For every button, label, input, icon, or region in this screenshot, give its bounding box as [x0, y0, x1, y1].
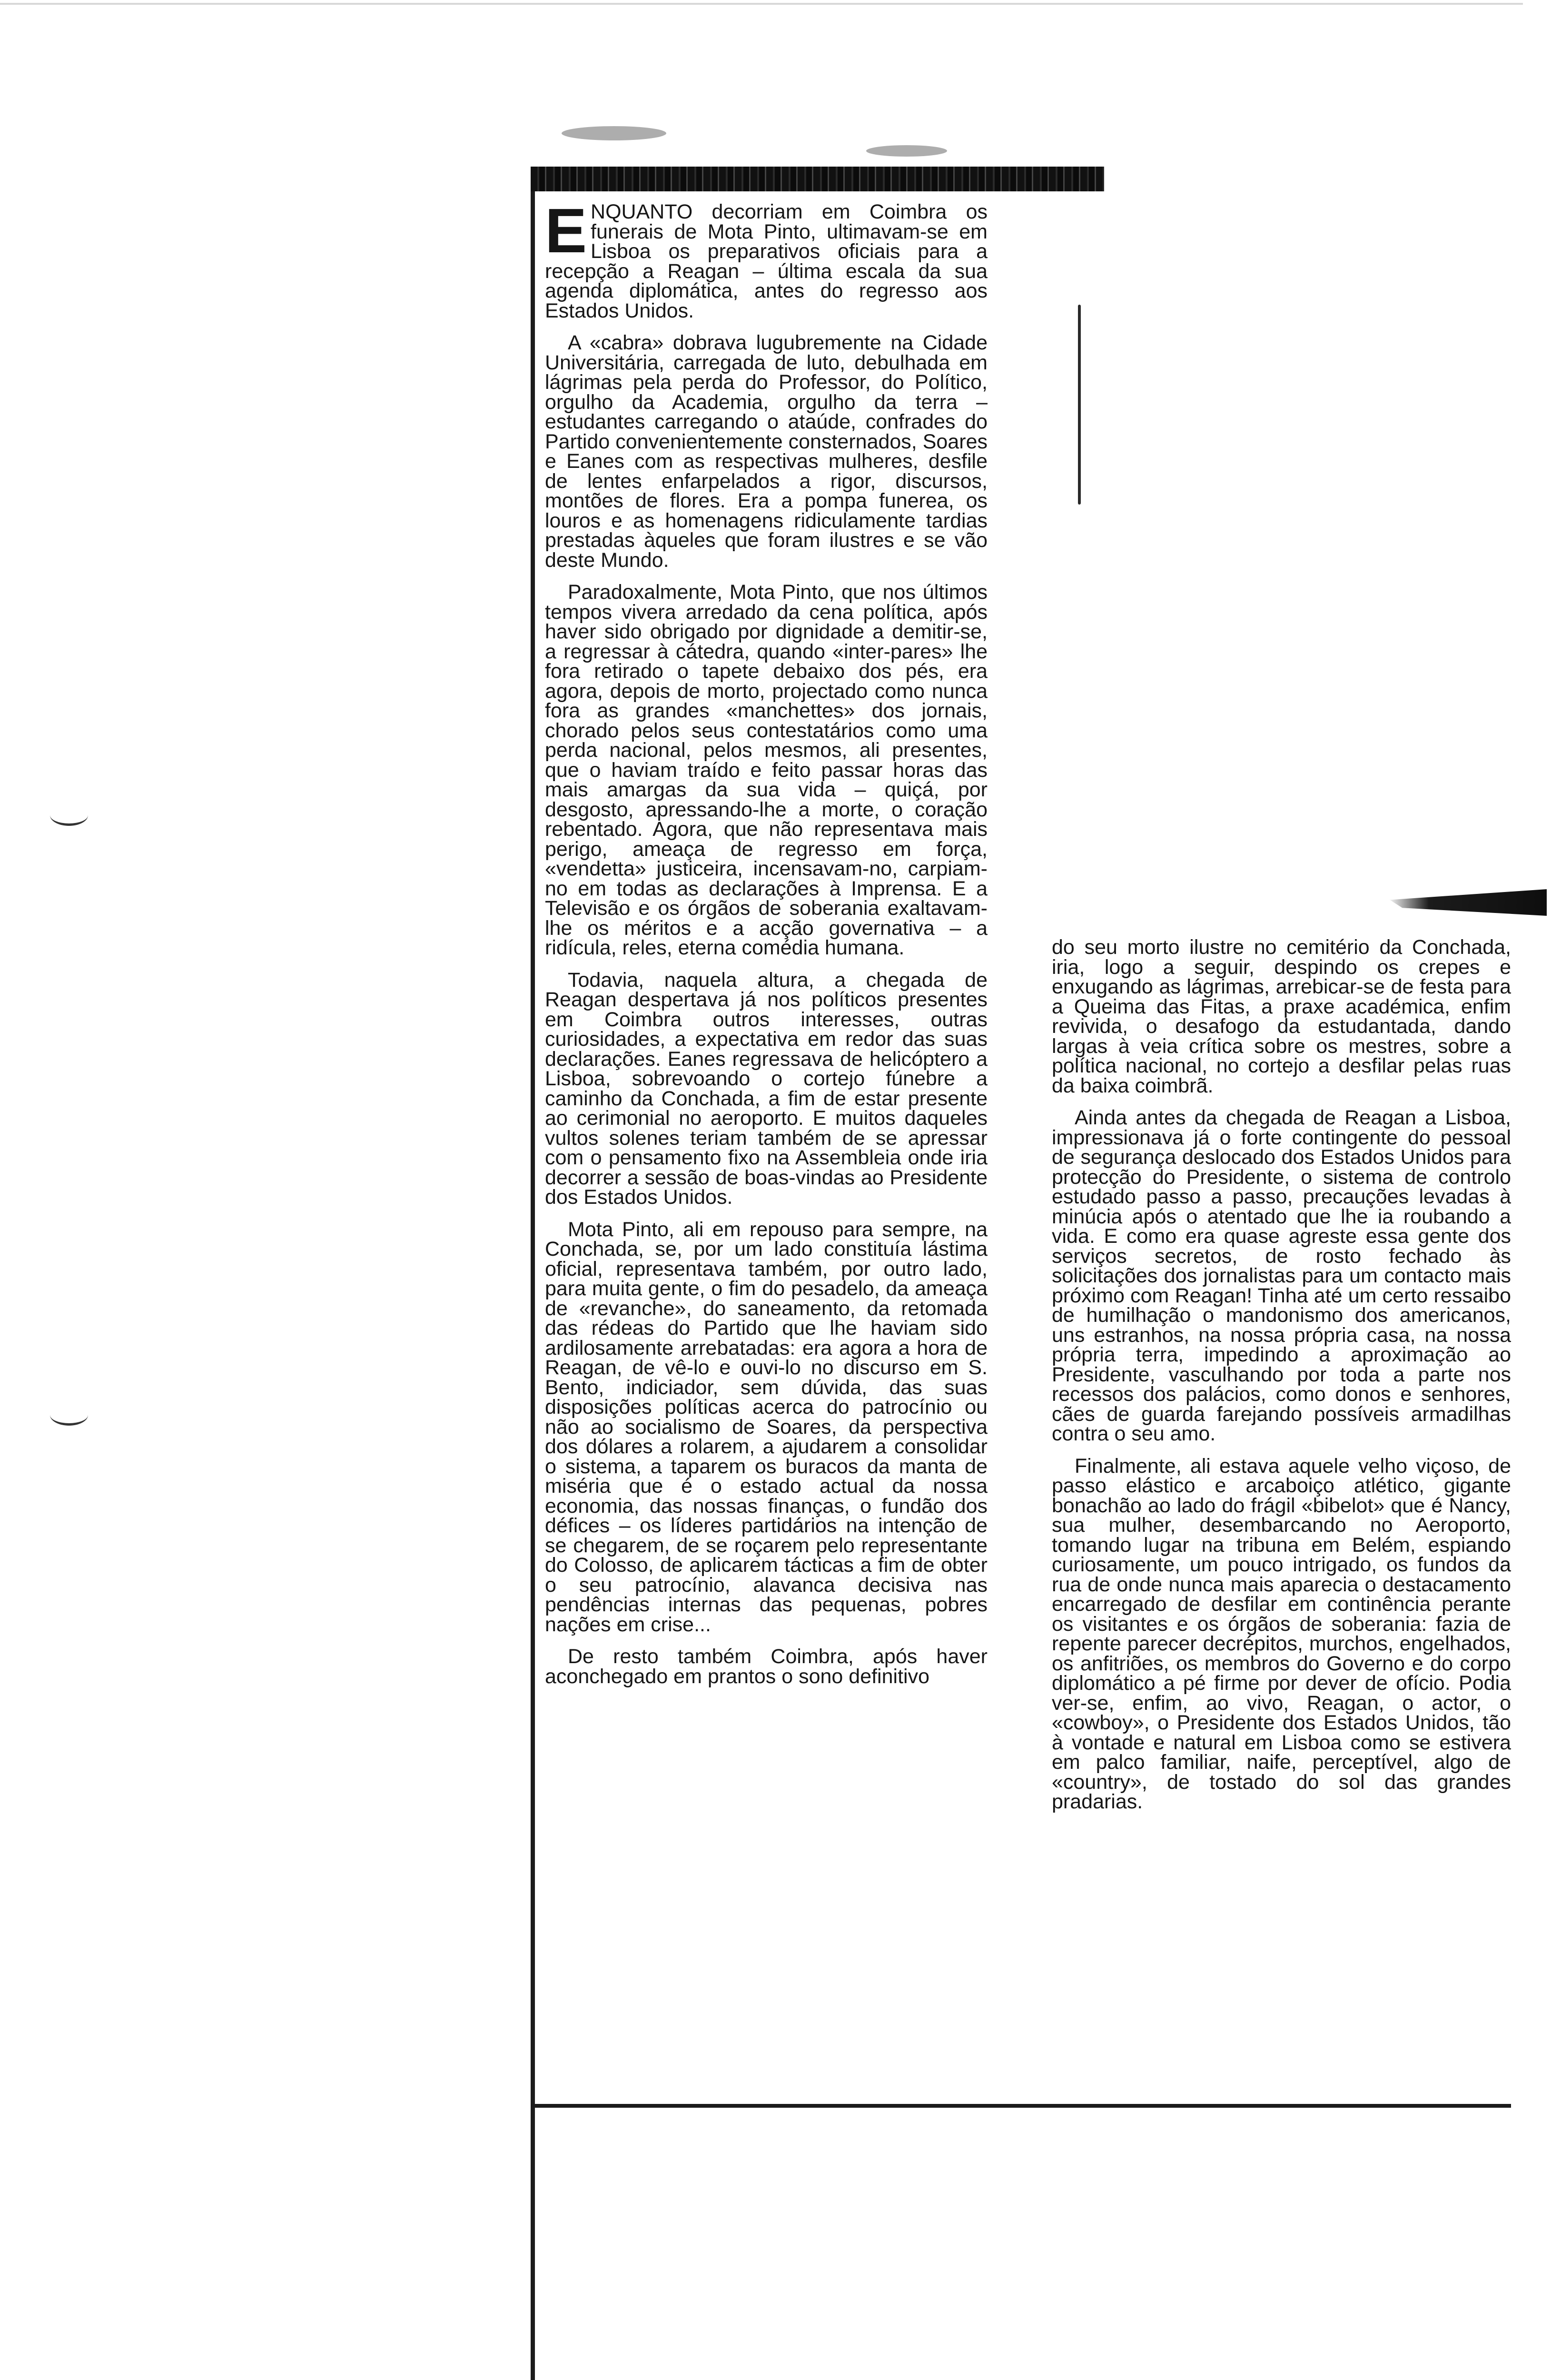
- article-paragraph: A «cabra» dobrava lugubremente na Cidade Universitária, carregada de luto, debulhada em lágrimas pela perda do Professor, do Político, orgulho da Academia, orgulho da terra – estudantes carregando o ataúde, confrades do Partido convenientemente consternados, Soares e Eanes com as respectivas mulheres, desfile de lentes enfarpelados a rigor, discursos, montões de flores. Era a pompa funerea, os louros e as homenagens ridiculamente tardias prestadas àqueles que foram ilustres e se vão deste Mundo.: [545, 331, 988, 572]
- article-paragraph: ENQUANTO decorriam em Coimbra os funerais de Mota Pinto, ultimavam-se em Lisboa os preparativos oficiais para a recepção a Reagan – última escala da sua agenda diplomática, antes do regresso aos Estados Unidos.: [545, 196, 988, 322]
- article-paragraph: Todavia, naquela altura, a chegada de Reagan despertava já nos políticos presentes em Coimbra outros interesses, outras curiosidades, a expectativa em redor das suas declarações. Eanes regressava de helicóptero a Lisboa, sobrevoando o cortejo fúnebre a caminho da Conchada, a fim de estar presente ao cerimonial no aeroporto. E muitos daqueles vultos solenes teriam também de se apressar com o pensamento fixo na Assembleia onde iria decorrer a sessão de boas-vindas ao Presidente dos Estados Unidos.: [545, 968, 988, 1209]
- scan-top-edge: [0, 3, 1523, 5]
- article-paragraph: Paradoxalmente, Mota Pinto, que nos últimos tempos vivera arredado da cena política, após haver sido obrigado por dignidade a demitir-se, a regressar à cátedra, quando «inter-pares» lhe fora retirado o tapete debaixo dos pés, era agora, depois de morto, projectado como nunca fora as grandes «manchettes» dos jornais, chorado pelos seus contestatários como uma perda nacional, pelos mesmos, ali presentes, que o haviam traído e feito passar horas das mais amargas da sua vida – quiçá, por desgosto, apressando-lhe a morte, o coração rebentado. Agora, que não representava mais perigo, ameaça de regresso em força, «vendetta» justiceira, incensavam-no, carpiam-no em todas as declarações à Imprensa. E a Televisão e os órgãos de soberania exaltavam-lhe os méritos e a acção governativa – a ridícula, reles, eterna comédia humana.: [545, 581, 988, 959]
- clipping-header-bar: [531, 167, 1104, 191]
- article-left-column: [545, 196, 988, 1699]
- clipping-left-rule: [531, 191, 535, 2380]
- article-paragraph: De resto também Coimbra, após haver aconchegado em prantos o sono definitivo: [545, 1645, 988, 1688]
- clipping-bottom-rule: [531, 2104, 1511, 2108]
- article-paragraph: do seu morto ilustre no cemitério da Conchada, iria, logo a seguir, despindo os crepes e enxugando as lágrimas, arrebicar-se de festa para a Queima das Fitas, a praxe académica, enfim revivida, o desafogo da estudantada, dando largas à veia crítica sobre os mestres, sobre a política nacional, no cortejo a desfilar pelas ruas da baixa coimbrã.: [1052, 936, 1511, 1097]
- clipping-torn-corner: [1390, 889, 1547, 916]
- punch-hole-mark: [50, 804, 88, 826]
- article-right-column: [1052, 938, 1511, 1825]
- scan-smudge: [866, 145, 947, 157]
- article-paragraph: Mota Pinto, ali em repouso para sempre, na Conchada, se, por um lado constituía lástima oficial, representava também, por outro lado, para muita gente, o fim do pesadelo, da ameaça de «revanche», do saneamento, da retomada das rédeas do Partido que lhe haviam sido ardilosamente arrebatadas: era agora a hora de Reagan, de vê-lo e ouvi-lo no discurso em S. Bento, indiciador, sem dúvida, das suas disposições políticas acerca do patrocínio ou não ao socialismo de Soares, da perspectiva dos dólares a rolarem, a ajudarem a consolidar o sistema, a taparem os buracos da manta de miséria que é o estado actual da nossa economia, das nossas finanças, o fundão dos défices – os líderes partidários na intenção de se chegarem, de se roçarem pelo representante do Colosso, de aplicarem tácticas a fim de obter o seu patrocínio, alavanca decisiva nas pendências internas das pequenas, pobres nações em crise...: [545, 1218, 988, 1636]
- article-paragraph: Finalmente, ali estava aquele velho viçoso, de passo elástico e arcaboiço atlético, gigante bonachão ao lado do frágil «bibelot» que é Nancy, sua mulher, desembarcando no Aeroporto, tomando lugar na tribuna em Belém, espiando curiosamente, um pouco intrigado, os fundos da rua de onde nunca mais aparecia o destacamento encarregado de desfilar em continência perante os visitantes e os órgãos de soberania: fazia de repente parecer decrépitos, murchos, engelhados, os anfitriões, os membros do Governo e do corpo diplomático a pé firme por dever de ofício. Podia ver-se, enfim, ao vivo, Reagan, o actor, o «cowboy», o Presidente dos Estados Unidos, tão à vontade e natural em Lisboa como se estivera em palco familiar, naife, perceptível, algo de «country», de tostado do sol das grandes pradarias.: [1052, 1454, 1511, 1813]
- drop-cap: E: [545, 196, 587, 266]
- punch-hole-mark: [50, 1404, 88, 1426]
- margin-pen-stroke: [1078, 305, 1081, 505]
- scan-smudge: [562, 126, 666, 140]
- article-paragraph: Ainda antes da chegada de Reagan a Lisboa, impressionava já o forte contingente do pessoal de segurança deslocado dos Estados Unidos para protecção do Presidente, o sistema de controlo estudado passo a passo, precauções levadas à minúcia após o atentado que lhe ia roubando a vida. E como era quase agreste essa gente dos serviços secretos, de rosto fechado às solicitações dos jornalistas para um contacto mais próximo com Reagan! Tinha até um certo ressaibo de humilhação o mandonismo dos americanos, uns estranhos, na nossa própria casa, na nossa própria terra, impedindo a aproximação ao Presidente, vasculhando por toda a parte nos recessos dos palácios, como donos e senhores, cães de guarda farejando possíveis armadilhas contra o seu amo.: [1052, 1106, 1511, 1445]
